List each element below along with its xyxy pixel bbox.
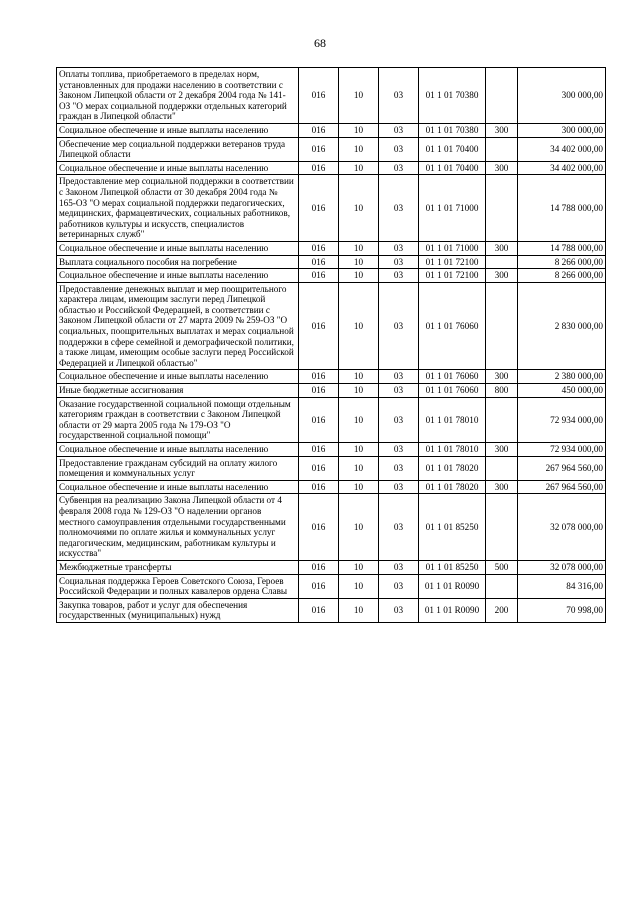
section-code: 10 <box>339 282 379 370</box>
amount: 14 788 000,00 <box>518 241 606 255</box>
subsection-code: 03 <box>379 282 419 370</box>
table-row <box>57 443 606 457</box>
subsection-code: 03 <box>379 397 419 442</box>
subsection-code: 03 <box>379 560 419 574</box>
table-row <box>57 574 606 598</box>
ministry-code: 016 <box>299 241 339 255</box>
row-name: Закупка товаров, работ и услуг для обеспечения государственных (муниципальных) нужд <box>57 598 299 622</box>
target-article-code: 01 1 01 78020 <box>419 456 486 480</box>
subsection-code: 03 <box>379 480 419 494</box>
subsection-code: 03 <box>379 175 419 242</box>
table-row <box>57 255 606 269</box>
expense-type-code: 500 <box>486 560 518 574</box>
expense-type-code <box>486 282 518 370</box>
target-article-code: 01 1 01 78010 <box>419 397 486 442</box>
expense-type-code: 800 <box>486 384 518 398</box>
ministry-code: 016 <box>299 560 339 574</box>
section-code: 10 <box>339 574 379 598</box>
target-article-code: 01 1 01 85250 <box>419 560 486 574</box>
amount: 8 266 000,00 <box>518 255 606 269</box>
table-row <box>57 123 606 137</box>
table-row <box>57 494 606 561</box>
expense-type-code: 300 <box>486 443 518 457</box>
target-article-code: 01 1 01 72100 <box>419 269 486 283</box>
target-article-code: 01 1 01 71000 <box>419 175 486 242</box>
target-article-code: 01 1 01 R0090 <box>419 598 486 622</box>
table-row <box>57 560 606 574</box>
expense-type-code <box>486 255 518 269</box>
expense-type-code: 300 <box>486 123 518 137</box>
budget-table <box>56 67 606 623</box>
ministry-code: 016 <box>299 443 339 457</box>
expense-type-code: 300 <box>486 370 518 384</box>
row-name: Социальное обеспечение и иные выплаты населению <box>57 370 299 384</box>
ministry-code: 016 <box>299 370 339 384</box>
ministry-code: 016 <box>299 456 339 480</box>
section-code: 10 <box>339 175 379 242</box>
ministry-code: 016 <box>299 137 339 161</box>
target-article-code: 01 1 01 76060 <box>419 282 486 370</box>
amount: 300 000,00 <box>518 123 606 137</box>
subsection-code: 03 <box>379 255 419 269</box>
ministry-code: 016 <box>299 123 339 137</box>
table-row <box>57 397 606 442</box>
section-code: 10 <box>339 255 379 269</box>
expense-type-code <box>486 494 518 561</box>
table-row <box>57 456 606 480</box>
amount: 34 402 000,00 <box>518 137 606 161</box>
row-name: Социальное обеспечение и иные выплаты населению <box>57 480 299 494</box>
page-number: 68 <box>314 36 326 50</box>
ministry-code: 016 <box>299 384 339 398</box>
row-name: Предоставление денежных выплат и мер поощрительного характера лицам, имеющим заслуги перед Липецкой областью и Российской Федерацией, в соответствии с Законом Липецкой области от 27 марта 2009 № 259-ОЗ "О социальных, поощрительных выплатах и мерах социальной поддержки в сфере семейной и демографической политики, а также лицам, имеющим особые заслуги перед Российской Федерацией и Липецкой областью" <box>57 282 299 370</box>
amount: 34 402 000,00 <box>518 161 606 175</box>
amount: 267 964 560,00 <box>518 480 606 494</box>
ministry-code: 016 <box>299 480 339 494</box>
target-article-code: 01 1 01 70400 <box>419 137 486 161</box>
expense-type-code <box>486 574 518 598</box>
amount: 267 964 560,00 <box>518 456 606 480</box>
section-code: 10 <box>339 598 379 622</box>
row-name: Оплаты топлива, приобретаемого в пределах норм, установленных для продажи населению в соответствии с Законом Липецкой области от 2 декабря 2004 года № 141-ОЗ "О мерах социальной поддержки отдельных категорий граждан в Липецкой области" <box>57 68 299 124</box>
section-code: 10 <box>339 161 379 175</box>
section-code: 10 <box>339 137 379 161</box>
ministry-code: 016 <box>299 574 339 598</box>
table-row <box>57 241 606 255</box>
row-name: Социальное обеспечение и иные выплаты населению <box>57 241 299 255</box>
section-code: 10 <box>339 241 379 255</box>
amount: 72 934 000,00 <box>518 397 606 442</box>
subsection-code: 03 <box>379 384 419 398</box>
target-article-code: 01 1 01 78010 <box>419 443 486 457</box>
section-code: 10 <box>339 397 379 442</box>
target-article-code: 01 1 01 78020 <box>419 480 486 494</box>
target-article-code: 01 1 01 85250 <box>419 494 486 561</box>
ministry-code: 016 <box>299 161 339 175</box>
expense-type-code: 300 <box>486 241 518 255</box>
row-name: Субвенция на реализацию Закона Липецкой области от 4 февраля 2008 года № 129-ОЗ "О наделении органов местного самоуправления отдельными государственными полномочиями по оплате жилья и коммунальных услуг педагогическим, медицинским, работникам культуры и искусства" <box>57 494 299 561</box>
expense-type-code: 300 <box>486 269 518 283</box>
table-row <box>57 282 606 370</box>
expense-type-code <box>486 175 518 242</box>
expense-type-code <box>486 456 518 480</box>
row-name: Социальное обеспечение и иные выплаты населению <box>57 443 299 457</box>
subsection-code: 03 <box>379 161 419 175</box>
target-article-code: 01 1 01 71000 <box>419 241 486 255</box>
table-row <box>57 384 606 398</box>
subsection-code: 03 <box>379 68 419 124</box>
amount: 84 316,00 <box>518 574 606 598</box>
row-name: Выплата социального пособия на погребение <box>57 255 299 269</box>
row-name: Межбюджетные трансферты <box>57 560 299 574</box>
table-row <box>57 269 606 283</box>
ministry-code: 016 <box>299 282 339 370</box>
row-name: Социальная поддержка Героев Советского Союза, Героев Российской Федерации и полных кавалеров ордена Славы <box>57 574 299 598</box>
section-code: 10 <box>339 123 379 137</box>
amount: 8 266 000,00 <box>518 269 606 283</box>
target-article-code: 01 1 01 76060 <box>419 384 486 398</box>
subsection-code: 03 <box>379 123 419 137</box>
table-row <box>57 137 606 161</box>
ministry-code: 016 <box>299 494 339 561</box>
target-article-code: 01 1 01 70380 <box>419 123 486 137</box>
amount: 450 000,00 <box>518 384 606 398</box>
amount: 2 830 000,00 <box>518 282 606 370</box>
amount: 300 000,00 <box>518 68 606 124</box>
amount: 70 998,00 <box>518 598 606 622</box>
amount: 14 788 000,00 <box>518 175 606 242</box>
row-name: Социальное обеспечение и иные выплаты населению <box>57 161 299 175</box>
ministry-code: 016 <box>299 175 339 242</box>
table-row <box>57 370 606 384</box>
expense-type-code: 300 <box>486 480 518 494</box>
subsection-code: 03 <box>379 598 419 622</box>
subsection-code: 03 <box>379 137 419 161</box>
expense-type-code <box>486 68 518 124</box>
amount: 2 380 000,00 <box>518 370 606 384</box>
subsection-code: 03 <box>379 269 419 283</box>
row-name: Социальное обеспечение и иные выплаты населению <box>57 123 299 137</box>
subsection-code: 03 <box>379 443 419 457</box>
table-row <box>57 598 606 622</box>
expense-type-code: 300 <box>486 161 518 175</box>
target-article-code: 01 1 01 70380 <box>419 68 486 124</box>
subsection-code: 03 <box>379 456 419 480</box>
ministry-code: 016 <box>299 269 339 283</box>
section-code: 10 <box>339 456 379 480</box>
row-name: Предоставление гражданам субсидий на оплату жилого помещения и коммунальных услуг <box>57 456 299 480</box>
table-row <box>57 175 606 242</box>
section-code: 10 <box>339 443 379 457</box>
table-row <box>57 480 606 494</box>
section-code: 10 <box>339 560 379 574</box>
row-name: Обеспечение мер социальной поддержки ветеранов труда Липецкой области <box>57 137 299 161</box>
section-code: 10 <box>339 68 379 124</box>
subsection-code: 03 <box>379 574 419 598</box>
ministry-code: 016 <box>299 255 339 269</box>
section-code: 10 <box>339 384 379 398</box>
table-row <box>57 68 606 124</box>
row-name: Иные бюджетные ассигнования <box>57 384 299 398</box>
target-article-code: 01 1 01 72100 <box>419 255 486 269</box>
subsection-code: 03 <box>379 370 419 384</box>
section-code: 10 <box>339 370 379 384</box>
row-name: Оказание государственной социальной помощи отдельным категориям граждан в соответствии с Законом Липецкой области от 29 марта 2005 года № 179-ОЗ "О государственной социальной помощи" <box>57 397 299 442</box>
target-article-code: 01 1 01 76060 <box>419 370 486 384</box>
table-row <box>57 161 606 175</box>
amount: 72 934 000,00 <box>518 443 606 457</box>
ministry-code: 016 <box>299 68 339 124</box>
row-name: Предоставление мер социальной поддержки в соответствии с Законом Липецкой области от 30 декабря 2004 года № 165-ОЗ "О мерах социальной поддержки педагогических, медицинских, фармацевтических, социальных работников, работников культуры и искусств, специалистов ветеринарных служб" <box>57 175 299 242</box>
ministry-code: 016 <box>299 598 339 622</box>
ministry-code: 016 <box>299 397 339 442</box>
subsection-code: 03 <box>379 494 419 561</box>
expense-type-code <box>486 397 518 442</box>
expense-type-code <box>486 137 518 161</box>
row-name: Социальное обеспечение и иные выплаты населению <box>57 269 299 283</box>
expense-type-code: 200 <box>486 598 518 622</box>
amount: 32 078 000,00 <box>518 560 606 574</box>
target-article-code: 01 1 01 70400 <box>419 161 486 175</box>
target-article-code: 01 1 01 R0090 <box>419 574 486 598</box>
section-code: 10 <box>339 269 379 283</box>
section-code: 10 <box>339 494 379 561</box>
amount: 32 078 000,00 <box>518 494 606 561</box>
section-code: 10 <box>339 480 379 494</box>
subsection-code: 03 <box>379 241 419 255</box>
